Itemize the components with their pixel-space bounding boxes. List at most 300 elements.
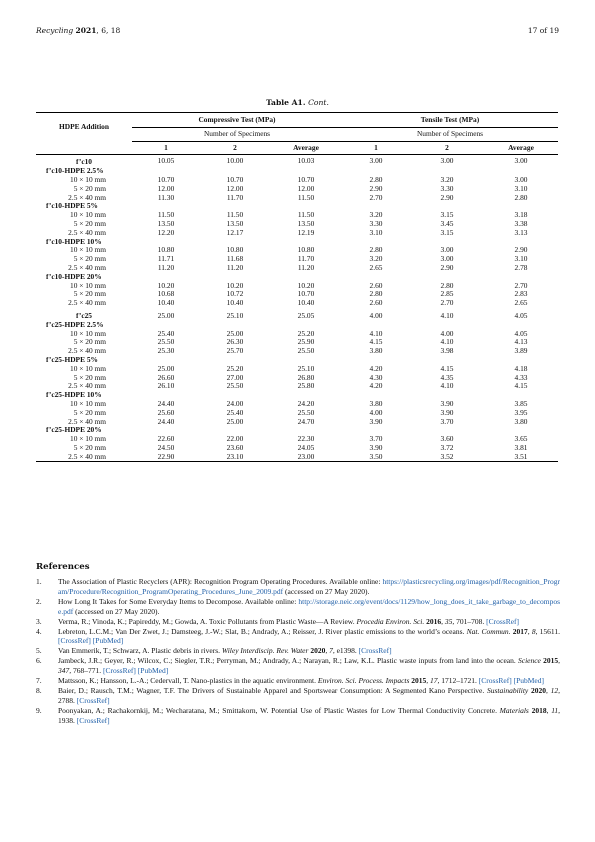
table-cell: 10.40 [157, 298, 175, 308]
table-row [36, 356, 558, 365]
col-header-blank [36, 141, 132, 155]
table-cell: 12.20 [157, 227, 175, 237]
table-cell: 3.51 [484, 453, 558, 462]
table-cell: 2.83 [514, 289, 528, 299]
table-cell: 25.30 [157, 346, 175, 356]
table-cell: 3.89 [514, 346, 528, 356]
references-list [36, 577, 560, 726]
results-table [36, 112, 558, 462]
reference-link[interactable]: [CrossRef] [486, 616, 520, 626]
table-cell: 10.20 [157, 280, 175, 290]
reference-italic-text: Materials [499, 705, 529, 715]
table-cell: 26.60 [157, 372, 175, 382]
table-cell: 4.00 [369, 407, 383, 417]
journal-volume: , 6, 18 [96, 26, 121, 35]
table-cell: 3.00 [440, 245, 454, 255]
table-cell: 4.00 [369, 310, 383, 320]
table-cell: 3.80 [369, 398, 383, 408]
table-cell: 4.10 [369, 328, 383, 338]
table-row [36, 264, 558, 273]
reference-italic-text: Procedia Environ. Sci. [356, 616, 425, 626]
table-row [36, 330, 558, 339]
table-row [36, 321, 558, 330]
table-cell: 11.71 [157, 254, 175, 264]
reference-year: 2015 [543, 656, 559, 666]
reference-number: 2. [36, 596, 42, 606]
table-row [36, 185, 558, 194]
group-header-tensile: Tensile Test (MPa) [342, 113, 558, 128]
table-cell: 3.90 [369, 442, 383, 452]
table-cell: 3.52 [410, 453, 484, 462]
table-cell: 3.95 [514, 407, 528, 417]
table-caption-suffix: Cont. [308, 98, 329, 107]
table-cell: 2.80 [369, 245, 383, 255]
table-cell: 25.50 [157, 337, 175, 347]
table-cell: 10.40 [226, 298, 244, 308]
table-cell: 25.40 [157, 328, 175, 338]
table-row [36, 229, 558, 238]
reference-text: Mattsson, K.; Hansson, L.-A.; Cedervall, T. Nano-plastics in the aquatic environment. [58, 676, 318, 686]
col-header: Average [270, 141, 342, 155]
table-cell: 10.70 [297, 289, 315, 299]
reference-text: , 2788. [58, 685, 561, 705]
table-cell: 2.90 [369, 183, 383, 193]
table-cell: 4.20 [369, 363, 383, 373]
table-cell: 3.72 [440, 442, 454, 452]
table-cell: 26.30 [226, 337, 244, 347]
table-cell: 4.30 [369, 372, 383, 382]
table-row [36, 202, 558, 211]
col-header: 2 [410, 141, 484, 155]
table-row [36, 418, 558, 427]
col-header: 2 [200, 141, 270, 155]
table-cell: 2.70 [440, 298, 454, 308]
table-cell: 11.20 [157, 262, 175, 272]
reference-text: , 1712–1721. [437, 676, 479, 686]
table-cell: 3.45 [440, 218, 454, 228]
references-heading: References [36, 562, 90, 572]
reference-year: 2016 [426, 616, 442, 626]
table-cell: 13.50 [157, 218, 175, 228]
reference-item [36, 686, 560, 706]
table-cell: 10.68 [157, 289, 175, 299]
table-cell: 3.00 [369, 155, 383, 165]
table-cell: 3.60 [440, 434, 454, 444]
table-cell: 24.00 [226, 398, 244, 408]
table-cell: 3.20 [369, 210, 383, 220]
table-cell: 22.60 [157, 434, 175, 444]
reference-text: , [558, 656, 560, 666]
table-cell: 10.20 [297, 280, 315, 290]
reference-italic-text: Sustainability [487, 685, 529, 695]
table-row [36, 220, 558, 229]
table-row [36, 374, 558, 383]
subgroup-header-compressive: Number of Specimens [132, 127, 342, 141]
table-cell: 10.70 [157, 174, 175, 184]
reference-text: , 768–771. [69, 666, 103, 676]
table-cell: 25.00 [157, 310, 175, 320]
col-header: 1 [132, 141, 200, 155]
reference-link[interactable]: [CrossRef] [76, 695, 110, 705]
row-label: 2.5 × 40 mm [36, 453, 132, 462]
table-cell: 4.15 [369, 337, 383, 347]
subgroup-header-tensile: Number of Specimens [342, 127, 558, 141]
reference-text: How Long It Takes for Some Everyday Items to Decompose. Available online: [58, 596, 299, 606]
reference-text: (accessed on 27 May 2020). [73, 606, 160, 616]
reference-item [36, 577, 560, 597]
table-cell: 11.50 [297, 192, 315, 202]
table-cell: 4.18 [514, 363, 528, 373]
table-cell: 3.18 [514, 210, 528, 220]
table-cell: 3.10 [514, 183, 528, 193]
table-cell: 4.35 [440, 372, 454, 382]
table-cell: 3.00 [514, 174, 528, 184]
table-cell: 25.50 [297, 346, 315, 356]
table-cell: 2.60 [369, 280, 383, 290]
reference-italic-text: 7 [329, 646, 333, 656]
row-label: 10 × 10 mm [70, 328, 106, 338]
table-cell: 3.30 [440, 183, 454, 193]
reference-text: Lebreton, L.C.M.; Van Der Zwet, J.; Damsteeg, J.-W.; Slat, B.; Andrady, A.; Reisser, J. River plastic emissions to the world’s oceans. [58, 626, 467, 636]
row-label: f’c10-HDPE 20% [46, 271, 102, 281]
reference-text: , 15611. [535, 626, 560, 636]
reference-item [36, 617, 560, 627]
table-cell: 11.50 [297, 210, 315, 220]
table-cell: 2.78 [514, 262, 528, 272]
row-label: 10 × 10 mm [70, 210, 106, 220]
reference-link[interactable]: https://plasticsrecycling.org/images/pdf/Recognition_Program/Procedure/Recognition_ProgramOperating_Procedures_June_2009.pdf [58, 577, 560, 596]
table-cell: 23.10 [200, 453, 270, 462]
table-cell: 24.70 [297, 416, 315, 426]
table-cell: 3.10 [514, 254, 528, 264]
table-cell: 3.00 [440, 254, 454, 264]
row-label: f’c10-HDPE 5% [46, 201, 98, 211]
table-cell: 11.50 [226, 210, 244, 220]
table-cell: 25.50 [226, 381, 244, 391]
table-cell: 10.00 [226, 155, 244, 165]
row-label: f’c25-HDPE 10% [46, 390, 102, 400]
reference-number: 4. [36, 626, 42, 636]
table-cell: 10.80 [157, 245, 175, 255]
table-cell: 12.19 [297, 227, 315, 237]
table-cell: 3.80 [514, 416, 528, 426]
table-row [36, 211, 558, 220]
row-label: 5 × 20 mm [73, 337, 106, 347]
group-header-compressive: Compressive Test (MPa) [132, 113, 342, 128]
table-cell: 10.80 [226, 245, 244, 255]
table-cell: 3.65 [514, 434, 528, 444]
journal-name: Recycling [36, 26, 74, 35]
table-cell: 24.05 [297, 442, 315, 452]
table-cell: 3.81 [514, 442, 528, 452]
table-cell: 25.20 [226, 363, 244, 373]
reference-link[interactable]: [CrossRef] [103, 666, 136, 676]
reference-italic-text: 11 [551, 705, 559, 715]
row-label: 2.5 × 40 mm [68, 416, 106, 426]
table-cell: 3.10 [369, 227, 383, 237]
table-row [36, 246, 558, 255]
table-cell: 10.72 [226, 289, 244, 299]
reference-link[interactable]: [PubMed] [137, 666, 169, 676]
col-header: 1 [342, 141, 410, 155]
col-header-hdpe-addition: HDPE Addition [36, 113, 132, 142]
table-caption [0, 98, 595, 107]
table-row [36, 282, 558, 291]
table-row [36, 365, 558, 374]
table-cell: 3.00 [514, 155, 528, 165]
reference-text: , [546, 685, 551, 695]
table-row [36, 426, 558, 435]
table-cell: 4.33 [514, 372, 528, 382]
table-cell: 10.80 [297, 245, 315, 255]
reference-link[interactable]: [CrossRef] [478, 676, 512, 686]
reference-year: 2020 [310, 646, 326, 656]
table-cell: 22.00 [226, 434, 244, 444]
reference-text: Jambeck, J.R.; Geyer, R.; Wilcox, C.; Siegler, T.R.; Perryman, M.; Andrady, A.; Narayan, R.; Law, K.L. Plastic waste inputs from land into the ocean. [58, 656, 518, 666]
table-cell: 26.80 [297, 372, 315, 382]
table-cell: 4.20 [369, 381, 383, 391]
reference-italic-text: 17 [430, 676, 438, 686]
row-label: 5 × 20 mm [73, 407, 106, 417]
table-cell: 22.30 [297, 434, 315, 444]
table-cell: 25.05 [297, 310, 315, 320]
table-cell: 4.00 [440, 328, 454, 338]
table-cell: 13.50 [297, 218, 315, 228]
table-cell: 24.50 [157, 442, 175, 452]
reference-text: The Association of Plastic Recyclers (APR): Recognition Program Operating Procedures. Available online: [58, 577, 383, 586]
table-cell: 10.05 [157, 155, 175, 165]
table-cell: 2.90 [440, 262, 454, 272]
reference-item [36, 627, 560, 647]
table-cell: 25.70 [226, 346, 244, 356]
table-cell: 3.13 [514, 227, 528, 237]
table-cell: 24.20 [297, 398, 315, 408]
table-cell: 4.05 [514, 328, 528, 338]
reference-number: 5. [36, 646, 42, 656]
row-label: 10 × 10 mm [70, 174, 106, 184]
col-header: Average [484, 141, 558, 155]
table-cell: 2.70 [369, 192, 383, 202]
table-cell: 25.90 [297, 337, 315, 347]
table-cell: 10.20 [226, 280, 244, 290]
row-label: 5 × 20 mm [73, 183, 106, 193]
row-label: 2.5 × 40 mm [68, 381, 106, 391]
table-cell: 3.38 [514, 218, 528, 228]
row-label: f’c25-HDPE 20% [46, 425, 102, 435]
row-label: 10 × 10 mm [70, 363, 106, 373]
table-cell: 2.60 [369, 298, 383, 308]
table-cell: 24.40 [157, 416, 175, 426]
row-label: 5 × 20 mm [73, 254, 106, 264]
reference-text: , e1398. [332, 646, 359, 656]
table-cell: 2.85 [440, 289, 454, 299]
reference-link[interactable]: [CrossRef] [58, 636, 91, 646]
reference-text: , 701–708. [452, 616, 487, 626]
table-row [36, 255, 558, 264]
table-cell: 2.80 [514, 192, 528, 202]
reference-text: Baier, D.; Rausch, T.M.; Wagner, T.F. The Drivers of Sustainable Apparel and Sportswear Consumption: A Segmented Kano Perspective. [58, 685, 488, 695]
reference-italic-text: 35 [444, 616, 453, 626]
table-row [36, 347, 558, 356]
table-cell: 25.00 [226, 416, 244, 426]
table-row [36, 312, 558, 321]
table-cell: 2.90 [514, 245, 528, 255]
table-cell: 3.90 [440, 398, 454, 408]
table-row [36, 409, 558, 418]
reference-italic-text: 12 [550, 685, 559, 695]
table-row [36, 382, 558, 391]
table-cell: 12.17 [226, 227, 244, 237]
reference-year: 2015 [411, 676, 427, 686]
reference-item [36, 597, 560, 617]
reference-number: 3. [36, 616, 42, 626]
table-cell: 4.10 [440, 310, 454, 320]
reference-text: (accessed on 27 May 2020). [283, 586, 370, 596]
table-row [36, 453, 558, 462]
reference-number: 7. [36, 676, 42, 686]
table-cell: 12.00 [226, 183, 244, 193]
reference-year: 2018 [531, 705, 547, 715]
table-cell: 2.70 [514, 280, 528, 290]
table-cell: 3.85 [514, 398, 528, 408]
row-label: 10 × 10 mm [70, 434, 106, 444]
table-cell: 3.70 [440, 416, 454, 426]
reference-year: 2020 [531, 685, 547, 695]
table-cell: 11.70 [297, 254, 315, 264]
reference-number: 1. [36, 577, 42, 586]
row-label: f’c25-HDPE 5% [46, 354, 98, 364]
table-cell: 25.60 [157, 407, 175, 417]
table-cell: 10.03 [297, 155, 315, 165]
table-cell: 11.50 [157, 210, 175, 220]
table-cell: 26.10 [157, 381, 175, 391]
table-cell: 25.00 [157, 363, 175, 373]
row-label: 10 × 10 mm [70, 245, 106, 255]
row-label: 5 × 20 mm [73, 289, 106, 299]
row-label: 2.5 × 40 mm [68, 192, 106, 202]
table-row [36, 299, 558, 308]
reference-text: Verma, R.; Vinoda, K.; Papireddy, M.; Gowda, A. Toxic Pollutants from Plastic Waste—A Review. [58, 616, 357, 626]
reference-link[interactable]: http://storage.neic.org/event/docs/1129/how_long_does_it_take_garbage_to_decompose.pdf [58, 596, 560, 616]
reference-link[interactable]: [PubMed] [513, 676, 544, 686]
row-label: f’c10-HDPE 10% [46, 236, 102, 246]
table-row [36, 167, 558, 176]
table-cell: 3.70 [369, 434, 383, 444]
table-cell: 10.70 [297, 174, 315, 184]
reference-italic-text: 347 [58, 666, 70, 676]
table-cell: 3.90 [369, 416, 383, 426]
table-cell: 23.60 [226, 442, 244, 452]
reference-italic-text: Environ. Sci. Process. Impacts [317, 676, 410, 686]
table-cell: 2.65 [369, 262, 383, 272]
table-cell: 3.15 [440, 210, 454, 220]
row-label: 2.5 × 40 mm [68, 227, 106, 237]
reference-text: , [426, 676, 431, 686]
row-label: 2.5 × 40 mm [68, 298, 106, 308]
table-cell: 11.70 [226, 192, 244, 202]
table-row [36, 444, 558, 453]
reference-link[interactable]: [PubMed] [92, 636, 124, 646]
table-cell: 24.40 [157, 398, 175, 408]
table-cell: 3.30 [369, 218, 383, 228]
row-label: 2.5 × 40 mm [68, 346, 106, 356]
row-label: 10 × 10 mm [70, 280, 106, 290]
table-cell: 3.90 [440, 407, 454, 417]
table-cell: 25.80 [297, 381, 315, 391]
table-row [36, 435, 558, 444]
reference-item [36, 656, 560, 676]
table-cell: 4.10 [440, 381, 454, 391]
reference-link[interactable]: [CrossRef] [76, 715, 110, 725]
reference-italic-text: Wiley Interdiscip. Rev. Water [221, 646, 309, 656]
table-cell: 25.00 [226, 328, 244, 338]
table-cell: 4.13 [514, 337, 528, 347]
table-cell: 4.15 [514, 381, 528, 391]
running-header-journal [36, 26, 120, 35]
table-cell: 11.68 [226, 254, 244, 264]
reference-italic-text: Nat. Commun. [466, 626, 511, 636]
table-cell: 25.10 [226, 310, 244, 320]
table-cell: 25.40 [226, 407, 244, 417]
row-label: f’c10 [75, 157, 92, 167]
table-body [36, 155, 558, 462]
row-label: f’c25 [75, 310, 92, 320]
table-cell: 25.20 [297, 328, 315, 338]
table-cell: 25.50 [297, 407, 315, 417]
table-row [36, 273, 558, 282]
table-cell: 2.80 [440, 280, 454, 290]
table-cell: 3.98 [440, 346, 454, 356]
table-cell: 2.65 [514, 298, 528, 308]
reference-italic-text: Science [517, 656, 541, 666]
table-caption-label: Table A1. [266, 98, 306, 107]
table-row [36, 155, 558, 167]
table-cell: 2.90 [440, 192, 454, 202]
reference-text: , 1938. [58, 705, 561, 725]
table-cell: 11.30 [157, 192, 175, 202]
table-cell: 27.00 [226, 372, 244, 382]
reference-item [36, 676, 560, 686]
reference-link[interactable]: [CrossRef] [358, 646, 392, 656]
table-cell: 11.20 [226, 262, 244, 272]
reference-item [36, 706, 560, 726]
journal-year: 2021 [75, 26, 97, 35]
reference-year: 2017 [512, 626, 528, 636]
table-row [36, 194, 558, 203]
table-cell: 3.00 [440, 155, 454, 165]
table-cell: 12.00 [297, 183, 315, 193]
table-cell: 13.50 [226, 218, 244, 228]
table-cell: 22.90 [132, 453, 200, 462]
table-cell: 4.05 [514, 310, 528, 320]
row-label: 5 × 20 mm [73, 442, 106, 452]
table-row [36, 290, 558, 299]
row-label: 2.5 × 40 mm [68, 262, 106, 272]
table-cell: 3.80 [369, 346, 383, 356]
table-cell: 4.10 [440, 337, 454, 347]
reference-number: 6. [36, 656, 42, 666]
reference-text: Van Emmerik, T.; Schwarz, A. Plastic debris in rivers. [58, 646, 222, 656]
reference-number: 8. [36, 685, 42, 695]
row-label: 10 × 10 mm [70, 398, 106, 408]
reference-text: , [441, 616, 445, 626]
table-cell: 10.70 [226, 174, 244, 184]
table-cell: 2.80 [369, 289, 383, 299]
table-row [36, 238, 558, 247]
table-cell: 2.80 [369, 174, 383, 184]
reference-text: , [325, 646, 330, 656]
table-cell: 4.15 [440, 363, 454, 373]
